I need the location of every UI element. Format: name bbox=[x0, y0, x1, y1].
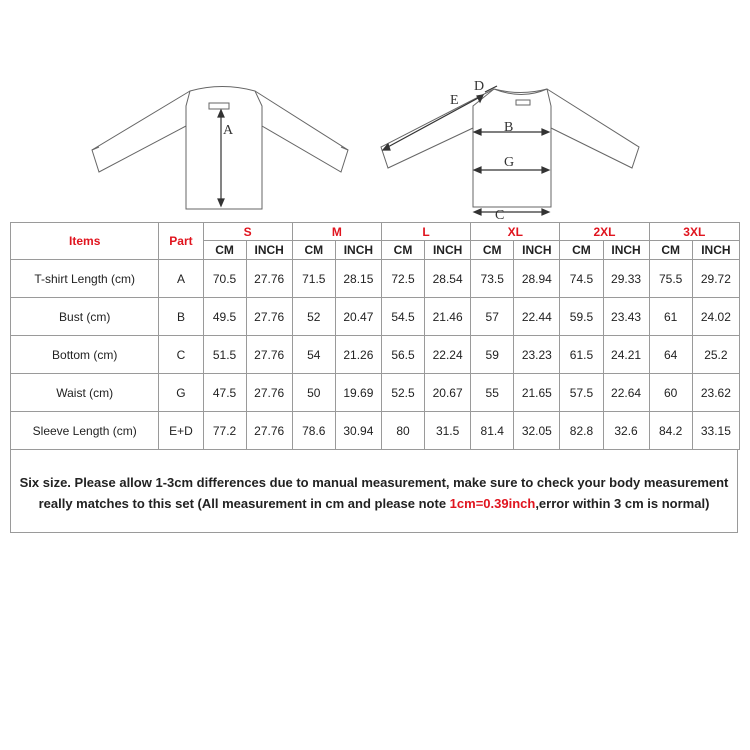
cm-value-cell: 84.2 bbox=[649, 412, 692, 450]
cm-value-cell: 57.5 bbox=[560, 374, 603, 412]
label-a: A bbox=[223, 123, 234, 138]
inch-value-cell: 23.43 bbox=[603, 298, 649, 336]
part-header: Part bbox=[159, 223, 203, 260]
inch-value-cell: 28.54 bbox=[425, 260, 471, 298]
unit-header-cm: CM bbox=[292, 241, 335, 260]
cm-value-cell: 54.5 bbox=[381, 298, 424, 336]
cm-value-cell: 51.5 bbox=[203, 336, 246, 374]
cm-value-cell: 61.5 bbox=[560, 336, 603, 374]
inch-value-cell: 33.15 bbox=[692, 412, 739, 450]
cm-value-cell: 77.2 bbox=[203, 412, 246, 450]
note-line-2-end: ,error within 3 cm is normal) bbox=[535, 496, 710, 511]
table-row bbox=[11, 412, 740, 450]
inch-value-cell: 25.2 bbox=[692, 336, 739, 374]
inch-value-cell: 23.23 bbox=[514, 336, 560, 374]
size-header-row bbox=[11, 223, 740, 241]
inch-value-cell: 22.64 bbox=[603, 374, 649, 412]
inch-value-cell: 20.47 bbox=[335, 298, 381, 336]
label-c: C bbox=[495, 208, 505, 222]
cm-value-cell: 71.5 bbox=[292, 260, 335, 298]
inch-value-cell: 29.72 bbox=[692, 260, 739, 298]
inch-value-cell: 27.76 bbox=[246, 298, 292, 336]
inch-value-cell: 27.76 bbox=[246, 374, 292, 412]
inch-value-cell: 27.76 bbox=[246, 412, 292, 450]
unit-header-inch: INCH bbox=[603, 241, 649, 260]
label-d: D bbox=[474, 79, 485, 94]
cm-value-cell: 78.6 bbox=[292, 412, 335, 450]
size-chart-table bbox=[10, 222, 740, 450]
cm-value-cell: 54 bbox=[292, 336, 335, 374]
cm-value-cell: 64 bbox=[649, 336, 692, 374]
inch-value-cell: 22.24 bbox=[425, 336, 471, 374]
row-item-label: T-shirt Length (cm) bbox=[11, 260, 159, 298]
unit-header-cm: CM bbox=[649, 241, 692, 260]
table-row bbox=[11, 260, 740, 298]
cm-value-cell: 55 bbox=[471, 374, 514, 412]
cm-value-cell: 60 bbox=[649, 374, 692, 412]
cm-value-cell: 50 bbox=[292, 374, 335, 412]
inch-value-cell: 22.44 bbox=[514, 298, 560, 336]
size-header-3xl: 3XL bbox=[649, 223, 739, 241]
cm-value-cell: 49.5 bbox=[203, 298, 246, 336]
inch-value-cell: 24.21 bbox=[603, 336, 649, 374]
inch-value-cell: 24.02 bbox=[692, 298, 739, 336]
cm-value-cell: 61 bbox=[649, 298, 692, 336]
row-item-label: Waist (cm) bbox=[11, 374, 159, 412]
table-row bbox=[11, 336, 740, 374]
cm-value-cell: 75.5 bbox=[649, 260, 692, 298]
size-header-s: S bbox=[203, 223, 292, 241]
unit-header-cm: CM bbox=[471, 241, 514, 260]
size-header-xl: XL bbox=[471, 223, 560, 241]
cm-value-cell: 57 bbox=[471, 298, 514, 336]
unit-header-inch: INCH bbox=[246, 241, 292, 260]
cm-value-cell: 80 bbox=[381, 412, 424, 450]
cm-value-cell: 81.4 bbox=[471, 412, 514, 450]
inch-value-cell: 20.67 bbox=[425, 374, 471, 412]
note-conversion-highlight: 1cm=0.39inch bbox=[449, 496, 536, 511]
size-header-m: M bbox=[292, 223, 381, 241]
unit-header-inch: INCH bbox=[425, 241, 471, 260]
cm-value-cell: 82.8 bbox=[560, 412, 603, 450]
table-row bbox=[11, 374, 740, 412]
inch-value-cell: 29.33 bbox=[603, 260, 649, 298]
label-b: B bbox=[504, 120, 514, 135]
note-line-2 bbox=[11, 493, 737, 514]
inch-value-cell: 21.26 bbox=[335, 336, 381, 374]
size-header-l: L bbox=[381, 223, 470, 241]
cm-value-cell: 47.5 bbox=[203, 374, 246, 412]
inch-value-cell: 28.94 bbox=[514, 260, 560, 298]
shirt-front-view bbox=[381, 89, 639, 207]
cm-value-cell: 56.5 bbox=[381, 336, 424, 374]
unit-header-cm: CM bbox=[203, 241, 246, 260]
label-e: E bbox=[450, 93, 459, 108]
shirt-back-view bbox=[92, 87, 348, 210]
note-line-2-start: really matches to this set (All measurement in cm and please note bbox=[38, 496, 450, 511]
table-row bbox=[11, 298, 740, 336]
cm-value-cell: 52 bbox=[292, 298, 335, 336]
note-line-1: Six size. Please allow 1-3cm differences due to manual measurement, make sure to check your body measurement bbox=[19, 475, 729, 490]
row-item-label: Bust (cm) bbox=[11, 298, 159, 336]
unit-header-inch: INCH bbox=[692, 241, 739, 260]
inch-value-cell: 27.76 bbox=[246, 336, 292, 374]
inch-value-cell: 32.6 bbox=[603, 412, 649, 450]
row-item-label: Bottom (cm) bbox=[11, 336, 159, 374]
row-item-label: Sleeve Length (cm) bbox=[11, 412, 159, 450]
cm-value-cell: 59 bbox=[471, 336, 514, 374]
inch-value-cell: 27.76 bbox=[246, 260, 292, 298]
size-header-2xl: 2XL bbox=[560, 223, 649, 241]
row-part-code: A bbox=[159, 260, 203, 298]
label-g: G bbox=[504, 155, 515, 170]
cm-value-cell: 74.5 bbox=[560, 260, 603, 298]
inch-value-cell: 31.5 bbox=[425, 412, 471, 450]
inch-value-cell: 28.15 bbox=[335, 260, 381, 298]
measurement-note bbox=[10, 449, 738, 533]
row-part-code: E+D bbox=[159, 412, 203, 450]
shirt-measurement-diagram bbox=[0, 0, 750, 222]
row-part-code: C bbox=[159, 336, 203, 374]
unit-header-cm: CM bbox=[560, 241, 603, 260]
unit-header-inch: INCH bbox=[514, 241, 560, 260]
inch-value-cell: 23.62 bbox=[692, 374, 739, 412]
cm-value-cell: 72.5 bbox=[381, 260, 424, 298]
inch-value-cell: 21.46 bbox=[425, 298, 471, 336]
inch-value-cell: 32.05 bbox=[514, 412, 560, 450]
row-part-code: G bbox=[159, 374, 203, 412]
inch-value-cell: 19.69 bbox=[335, 374, 381, 412]
inch-value-cell: 30.94 bbox=[335, 412, 381, 450]
unit-header-cm: CM bbox=[381, 241, 424, 260]
cm-value-cell: 73.5 bbox=[471, 260, 514, 298]
row-part-code: B bbox=[159, 298, 203, 336]
cm-value-cell: 70.5 bbox=[203, 260, 246, 298]
cm-value-cell: 59.5 bbox=[560, 298, 603, 336]
unit-header-inch: INCH bbox=[335, 241, 381, 260]
inch-value-cell: 21.65 bbox=[514, 374, 560, 412]
items-header: Items bbox=[11, 223, 159, 260]
cm-value-cell: 52.5 bbox=[381, 374, 424, 412]
